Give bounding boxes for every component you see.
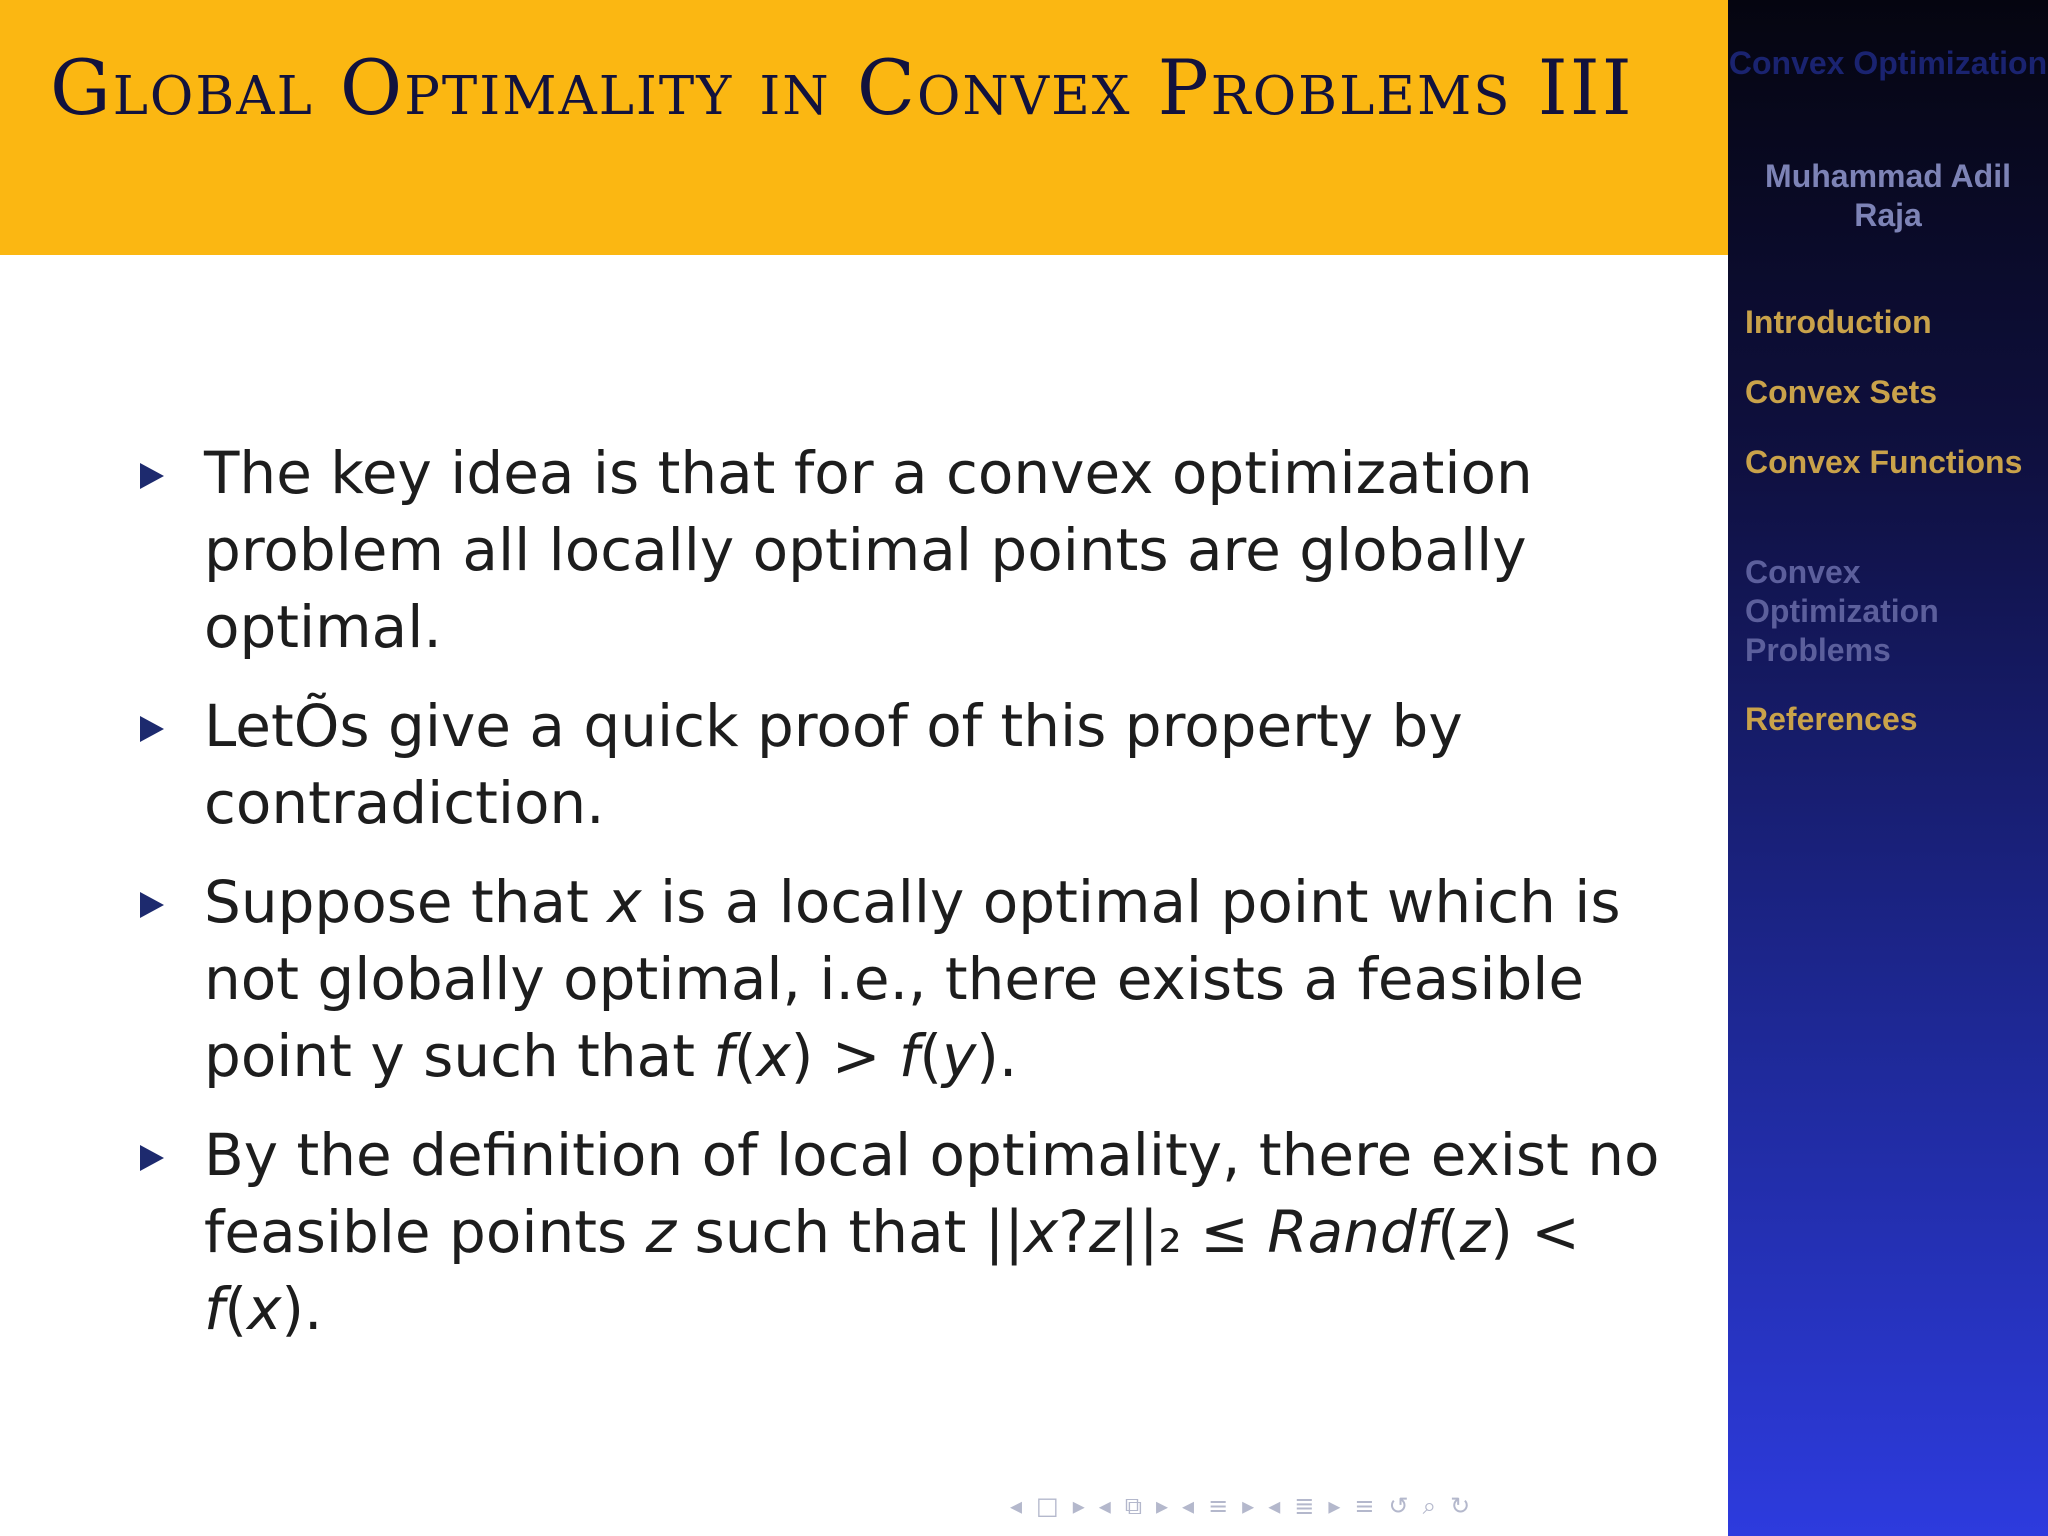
math-variable: z [645,1198,677,1266]
bullet-marker-icon [140,463,164,489]
math-variable: x [607,868,642,936]
nav-right-arrow-icon[interactable]: ▸ [1242,1492,1255,1520]
text-segment: ). [976,1022,1018,1090]
nav-left-arrow-icon[interactable]: ◂ [1010,1492,1023,1520]
text-segment: ). [281,1275,323,1343]
nav-right-arrow-icon[interactable]: ▸ [1072,1492,1085,1520]
bullet-item [140,864,1700,1095]
bullet-item [140,435,1700,666]
sidebar-item-introduction[interactable]: Introduction [1745,304,1932,340]
text-segment: is a locally optimal point which is not globally optimal, i.e., there exists a feasible point y such that [204,868,1621,1090]
math-variable: z [1459,1198,1491,1266]
sidebar-presentation-title[interactable]: Convex Optimization [1728,45,2048,81]
text-segment: ( [224,1275,248,1343]
nav-section-alt-icon[interactable]: ≣ [1294,1492,1315,1520]
math-variable: x [1023,1198,1059,1266]
text-segment: LetÕs give a quick proof of this property by contradiction. [204,692,1463,837]
navigation-controls [1010,1490,1484,1522]
text-segment: ) > [790,1022,899,1090]
nav-left-arrow-icon[interactable]: ◂ [1098,1492,1111,1520]
text-segment: Suppose that [204,868,608,936]
sidebar [1728,0,2048,1536]
nav-search-icon[interactable]: ⌕ [1422,1492,1437,1520]
math-variable: Randf [1267,1198,1438,1266]
text-segment: ( [919,1022,942,1090]
sidebar-item-references[interactable]: References [1745,701,1918,737]
text-segment: ( [1437,1198,1460,1266]
nav-subsection-icon[interactable]: ⧉ [1124,1492,1142,1520]
sidebar-author: Muhammad Adil Raja [1765,158,2011,233]
bullet-list [140,435,1700,1370]
bullet-text [204,868,1621,1090]
bullet-item [140,1117,1700,1348]
bullet-text [204,439,1533,661]
math-variable: f [898,1022,920,1090]
text-segment: The key idea is that for a convex optimization problem all locally optimal points are globally optimal. [204,439,1533,661]
math-variable: f [713,1022,734,1090]
nav-undo-icon[interactable]: ↺ [1388,1492,1409,1520]
text-segment: such that || [676,1198,1024,1266]
bullet-marker-icon [140,1145,164,1171]
text-segment: ||₂ ≤ [1119,1198,1268,1266]
bullet-text [204,692,1463,837]
bullet-marker-icon [140,892,164,918]
math-variable: f [204,1275,225,1343]
text-segment: By the definition of local optimality, there exist no feasible points [204,1121,1660,1266]
nav-section-icon[interactable]: ≡ [1208,1492,1229,1520]
bullet-item [140,688,1700,842]
math-variable: x [247,1275,282,1343]
math-variable: z [1089,1198,1120,1266]
text-segment: ? [1058,1198,1089,1266]
math-variable: x [756,1022,791,1090]
title-bar [0,0,1728,255]
sidebar-item-convex-functions[interactable]: Convex Functions [1745,444,2023,480]
nav-left-arrow-icon[interactable]: ◂ [1182,1492,1195,1520]
bullet-text [204,1121,1660,1343]
nav-redo-icon[interactable]: ↻ [1450,1492,1471,1520]
bullet-marker-icon [140,716,164,742]
nav-right-arrow-icon[interactable]: ▸ [1155,1492,1169,1520]
nav-right-arrow-icon[interactable]: ▸ [1328,1492,1341,1520]
text-segment: ( [733,1022,757,1090]
nav-left-arrow-icon[interactable]: ◂ [1268,1492,1281,1520]
text-segment: ) < [1490,1198,1580,1266]
nav-outline-icon[interactable]: ≡ [1354,1492,1375,1520]
slide-title: Global Optimality in Convex Problems III [50,43,1634,132]
sidebar-item-convex-sets[interactable]: Convex Sets [1745,374,1938,410]
sidebar-item-convex-optimization-problems[interactable]: Convex Optimization Problems [1745,554,1939,668]
math-variable: y [941,1022,977,1090]
nav-frame-icon[interactable]: □ [1036,1492,1059,1520]
